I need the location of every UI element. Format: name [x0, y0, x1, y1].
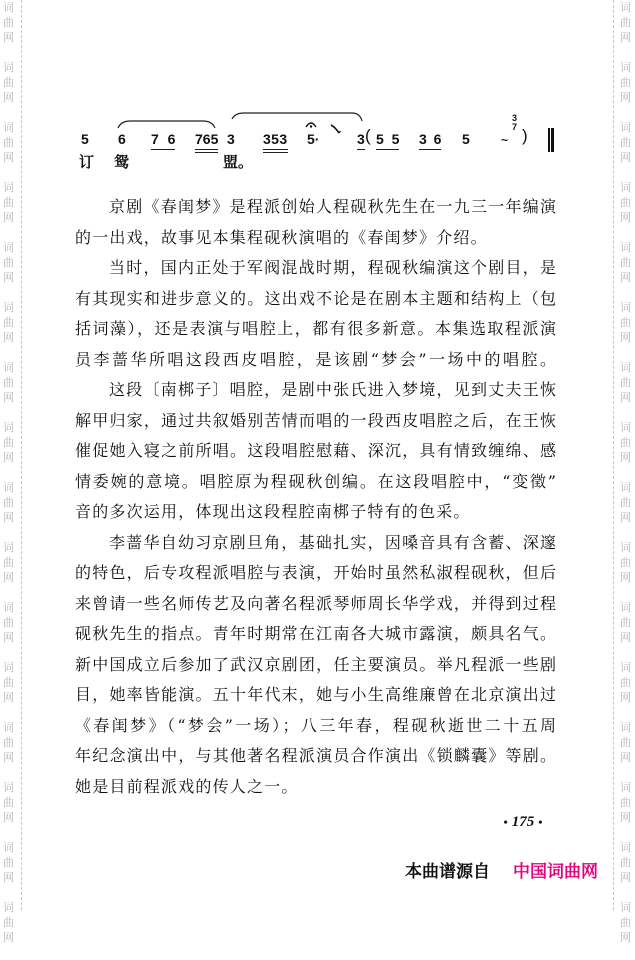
side-watermark: 词曲网 — [3, 721, 14, 764]
paragraph-4-line: 来曾请一些名师传艺及向著名程派琴师周长华学戏，并得到过程 — [75, 593, 556, 613]
jianpu-notation-line — [0, 0, 635, 180]
side-watermark: 词曲网 — [3, 841, 14, 884]
grace-note-upper: 3 — [512, 113, 518, 123]
side-watermark: 词曲网 — [3, 781, 14, 824]
side-watermark: 词曲网 — [620, 601, 631, 644]
side-watermark: 词曲网 — [620, 661, 631, 704]
note-group: 5 5 — [376, 131, 399, 150]
trill-tilde: ~ — [501, 133, 509, 147]
side-watermark: 词曲网 — [3, 181, 14, 224]
page-number: • 175 • — [493, 812, 553, 832]
paragraph-2-line: 员李蔷华所唱这段西皮唱腔，是该剧“梦会”一场中的唱腔。 — [75, 349, 556, 369]
side-watermark: 词曲网 — [620, 901, 631, 944]
side-watermark: 词曲网 — [3, 61, 14, 104]
note: 5 — [462, 131, 470, 147]
side-watermark: 词曲网 — [620, 361, 631, 404]
side-watermark: 词曲网 — [3, 481, 14, 524]
note: 6 — [118, 131, 126, 147]
side-watermark: 词曲网 — [620, 481, 631, 524]
side-watermark: 词曲网 — [620, 1, 631, 44]
paragraph-4-line: 新中国成立后参加了武汉京剧团，任主要演员。举凡程派一些剧 — [75, 654, 556, 674]
glide-mark-icon — [330, 124, 342, 136]
close-parenthesis: ) — [522, 126, 528, 145]
final-barline-thin — [548, 128, 550, 152]
lyric: 鸳 — [114, 153, 130, 171]
dotted-note: 5· — [307, 131, 320, 147]
footer-source-label: 本曲谱源自 — [405, 862, 490, 882]
side-watermark: 词曲网 — [620, 721, 631, 764]
side-watermark: 词曲网 — [620, 121, 631, 164]
side-watermark: 词曲网 — [3, 421, 14, 464]
lyric: 盟。 — [223, 153, 254, 171]
paragraph-2-line: 当时，国内正处于军阀混战时期，程砚秋编演这个剧目，是 — [109, 258, 556, 277]
side-watermark: 词曲网 — [620, 181, 631, 224]
paragraph-3-line: 这段〔南梆子〕唱腔，是剧中张氏进入梦境，见到丈夫王恢 — [109, 380, 556, 399]
footer-source-site: 中国词曲网 — [513, 862, 598, 882]
side-watermark: 词曲网 — [3, 541, 14, 584]
note: 3 — [357, 131, 365, 150]
note-group: 7 6 — [151, 131, 175, 150]
side-watermark: 词曲网 — [3, 361, 14, 404]
paragraph-4-line: 目，她率皆能演。五十年代末，她与小生高维廉曾在北京演出过 — [75, 685, 556, 704]
paragraph-1-line: 京剧《春闺梦》是程派创始人程砚秋先生在一九三一年编演 — [109, 197, 556, 216]
side-watermark: 词曲网 — [620, 841, 631, 884]
note: 3 — [227, 131, 235, 147]
paragraph-3-line: 解甲归家，通过共叙婚别苦情而唱的一段西皮唱腔之后，在王恢 — [75, 410, 556, 430]
paragraph-4-line: 李蔷华自幼习京剧旦角，基础扎实，因嗓音具有含蓄、深邃 — [109, 532, 556, 552]
side-watermark: 词曲网 — [620, 781, 631, 824]
paragraph-1-line: 的一出戏，故事见本集程砚秋演唱的《春闺梦》介绍。 — [75, 227, 488, 247]
paragraph-3-line: 催促她入寝之前所唱。这段唱腔慰藉、深沉，具有情致缠绵、感 — [75, 441, 556, 460]
note-group: 765 — [195, 131, 218, 150]
side-watermark: 词曲网 — [3, 301, 14, 344]
paragraph-3-line: 音的多次运用，体现出这段程腔南梆子特有的色采。 — [75, 502, 471, 521]
side-watermark: 词曲网 — [3, 121, 14, 164]
note-group: 353 — [263, 131, 288, 150]
side-watermark: 词曲网 — [620, 541, 631, 584]
side-watermark: 词曲网 — [620, 241, 631, 284]
side-watermark: 词曲网 — [3, 241, 14, 284]
note-group: 3 6 — [419, 131, 441, 150]
side-watermark: 词曲网 — [620, 421, 631, 464]
article-body — [75, 192, 556, 802]
paragraph-2-line: 括词藻），还是表演与唱腔上，都有很多新意。本集选取程派演 — [75, 319, 556, 338]
side-watermark: 词曲网 — [620, 61, 631, 104]
fermata-icon — [304, 119, 318, 129]
paragraph-3-line: 情委婉的意境。唱腔原为程砚秋创编。在这段唱腔中，“变徵” — [75, 471, 556, 491]
side-watermark: 词曲网 — [3, 901, 14, 944]
side-watermark: 词曲网 — [3, 601, 14, 644]
note: 5 — [81, 131, 89, 147]
paragraph-2-line: 有其现实和进步意义的。这出戏不论是在剧本主题和结构上（包 — [75, 288, 556, 308]
side-watermark: 词曲网 — [620, 301, 631, 344]
paragraph-4-line: 砚秋先生的指点。青年时期常在江南各大城市露演，颇具名气。 — [75, 624, 556, 643]
paragraph-4-line: 年纪念演出中，与其他著名程派演员合作演出《锁麟囊》等剧。 — [75, 746, 556, 765]
grace-note-lower: 7 — [512, 122, 518, 132]
final-barline-thick — [551, 128, 554, 152]
paragraph-4-line: 的特色，后专攻程派唱腔与表演，开始时虽然私淑程砚秋，但后 — [75, 563, 556, 582]
side-watermark: 词曲网 — [3, 1, 14, 44]
paragraph-4-line: 《春闺梦》（“梦会”一场）；八三年春，程砚秋逝世二十五周 — [75, 715, 556, 735]
side-watermark: 词曲网 — [3, 661, 14, 704]
open-parenthesis: ( — [365, 126, 371, 145]
lyric: 订 — [79, 153, 95, 171]
paragraph-4-line: 她是目前程派戏的传人之一。 — [75, 776, 299, 796]
